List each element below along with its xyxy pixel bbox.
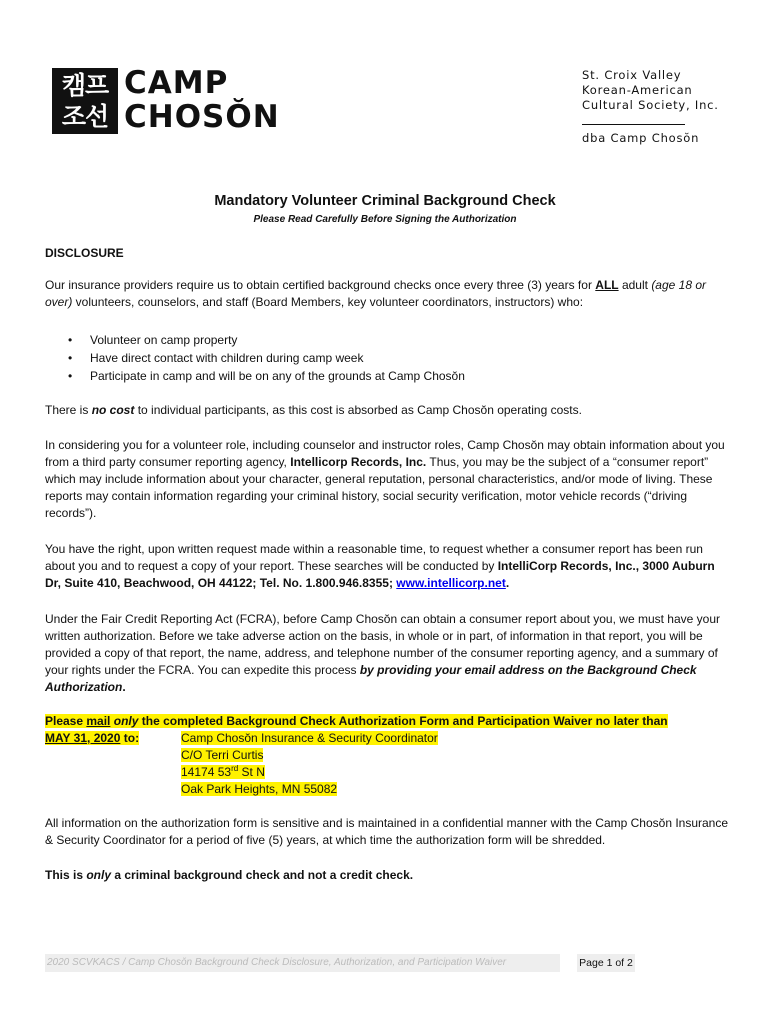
confidentiality-text: All information on the authorization form is sensitive and is maintained in a confidential manner with the Camp Chosŏn Insurance & Security Coordinator for a period of five (5) years, at which time the authorization form will be shredded. — [45, 816, 729, 847]
cost-paragraph — [45, 402, 730, 419]
bullet-icon: • — [68, 333, 73, 347]
mail-please: Please — [45, 714, 87, 728]
rights-text-a: You have the right, upon written request made within a reasonable time, to request whether a consumer report has been run about you and to request a copy of your report. These searches will be conducted by — [45, 542, 703, 573]
criminal-check-note — [45, 867, 730, 884]
address-line3-street: St N — [238, 765, 265, 779]
intro-all: ALL — [595, 278, 619, 292]
criminal-only: only — [86, 868, 112, 882]
criteria-list — [68, 331, 708, 385]
bullet-icon: • — [68, 351, 73, 365]
intro-text-c: volunteers, counselors, and staff (Board Members, key volunteer coordinators, instructors) who: — [72, 295, 584, 309]
confidentiality-paragraph — [45, 815, 730, 849]
agency-contact: IntelliCorp Records, Inc., 3000 Auburn Dr, Suite 410, Beachwood, OH 44122; Tel. No. 1.800.946.8355; — [45, 559, 715, 590]
list-item-text: Have direct contact with children during camp week — [90, 351, 364, 365]
agency-name: Intellicorp Records, Inc. — [290, 455, 427, 469]
list-item — [68, 349, 708, 367]
org-line1: St. Croix Valley — [582, 68, 682, 82]
address-line3-suffix: rd — [231, 764, 239, 773]
list-item — [68, 331, 708, 349]
org-dba: dba Camp Chosŏn — [582, 131, 700, 145]
bullet-icon: • — [68, 369, 73, 383]
consumer-report-paragraph — [45, 437, 730, 522]
fcra-emphasis: by providing your email address on the Background Check Authorization — [45, 663, 697, 694]
intro-age: (age 18 or over) — [45, 278, 707, 309]
intellicorp-link[interactable]: www.intellicorp.net — [396, 576, 506, 590]
logo-name-line2: CHOSŎN — [124, 99, 280, 135]
logo-korean-line2: 조선 — [61, 102, 109, 131]
org-line3: Cultural Society, Inc. — [582, 98, 719, 112]
criminal-text-a: This is — [45, 868, 87, 882]
considering-text-b: Thus, you may be the subject of a “consumer report” which may include information about your character, general reputation, personal characteristics, and/or mode of living. These reports may contain information regarding your criminal history, social security verification, motor vehicle records (“driving records”). — [45, 455, 713, 520]
address-line2: C/O Terri Curtis — [181, 748, 264, 762]
mail-rest: the completed Background Check Authorization Form and Participation Waiver no later than — [138, 714, 668, 728]
address-line3-number: 14174 53 — [181, 765, 232, 779]
page-title: Mandatory Volunteer Criminal Background Check — [214, 193, 556, 209]
list-item-text: Participate in camp and will be on any of the grounds at Camp Chosŏn — [90, 369, 465, 383]
deadline-date: MAY 31, 2020 — [45, 731, 121, 745]
logo-name-line1: CAMP — [124, 65, 229, 101]
address-line4: Oak Park Heights, MN 55082 — [181, 782, 338, 796]
list-item — [68, 367, 708, 385]
cost-emphasis: no cost — [91, 403, 135, 417]
intro-text-a: Our insurance providers require us to obtain certified background checks once every three (3) years for — [45, 278, 596, 292]
considering-text-a: In considering you for a volunteer role, including counselor and instructor roles, Camp Chosŏn may obtain information about you from a third party consumer reporting agency, — [45, 438, 725, 469]
mail-only: only — [113, 714, 139, 728]
page-subtitle: Please Read Carefully Before Signing the Authorization — [253, 214, 517, 225]
page-footer — [45, 954, 635, 972]
cost-text-a: There is — [45, 403, 92, 417]
fcra-paragraph — [45, 611, 730, 696]
mailing-address — [181, 730, 438, 798]
disclosure-heading: DISCLOSURE — [45, 246, 124, 260]
address-line1: Camp Chosŏn Insurance & Security Coordinator — [181, 731, 438, 745]
fcra-text-a: Under the Fair Credit Reporting Act (FCRA), before Camp Chosŏn can obtain a consumer report about you, we must have your written authorization. Before we take adverse action on the basis, in whole or in part, of information in that report, you will be provided a copy of that report, the name, address, and telephone number of the consumer reporting agency, and a summary of your rights under the FCRA. You can expedite this process — [45, 612, 720, 677]
rights-paragraph — [45, 541, 730, 592]
organization-name — [582, 68, 719, 113]
mail-to: to: — [120, 731, 140, 745]
org-divider — [582, 124, 685, 125]
footer-document-title: 2020 SCVKACS / Camp Chosŏn Background Check Disclosure, Authorization, and Participation Waiver — [45, 954, 560, 972]
org-line2: Korean-American — [582, 83, 693, 97]
intro-text-b: adult — [618, 278, 652, 292]
criminal-text-b: a criminal background check and not a credit check. — [111, 868, 414, 882]
footer-page-number: Page 1 of 2 — [577, 954, 635, 972]
intro-paragraph — [45, 277, 730, 311]
list-item-text: Volunteer on camp property — [90, 333, 238, 347]
rights-period: . — [505, 576, 510, 590]
logo-korean-line1: 캠프 — [61, 71, 109, 100]
logo-korean-mark — [52, 68, 118, 134]
logo-wordmark — [124, 66, 280, 134]
mail-word: mail — [86, 714, 111, 728]
cost-text-b: to individual participants, as this cost is absorbed as Camp Chosŏn operating costs. — [134, 403, 582, 417]
fcra-period: . — [122, 680, 126, 694]
